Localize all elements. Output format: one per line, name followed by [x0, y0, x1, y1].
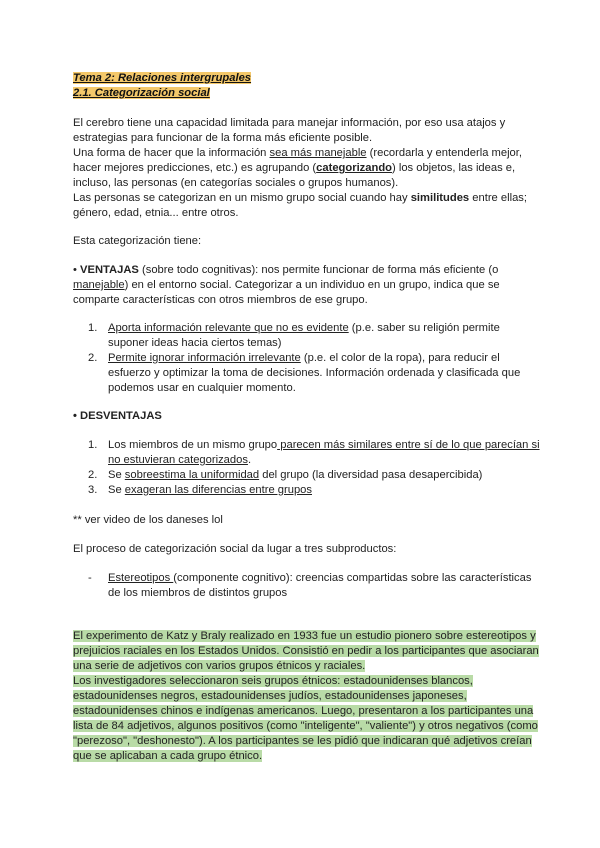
- list-item: 3. Se exageran las diferencias entre grupos: [88, 484, 312, 496]
- list-item: 2. Permite ignorar información irrelevante (p.e. el color de la ropa), para reducir el esfuerzo y optimizar la toma de decisiones. Información ordenada y clasificada que podemos usar en cualquier momento.: [88, 352, 521, 394]
- list-item: - Estereotipos (componente cognitivo): creencias compartidas sobre las características de los miembros de distintos grupos: [88, 572, 532, 599]
- ventajas-paragraph: • VENTAJAS (sobre todo cognitivas): nos permite funcionar de forma más eficiente (o manejable) en el entorno social. Categorizar a un individuo en un grupo, indica que se comparte características con otros miembros de ese grupo.: [73, 264, 500, 306]
- list-item: 1. Los miembros de un mismo grupo parecen más similares entre sí de lo que parecían si no estuvieran categorizados.: [88, 439, 540, 466]
- bold-keyword: similitudes: [410, 192, 470, 204]
- topic-title: Tema 2: Relaciones intergrupales: [73, 72, 252, 84]
- bold-keyword: categorizando: [316, 162, 392, 174]
- highlight-text-2: Los investigadores seleccionaron seis grupos étnicos: estadounidenses blancos, estadounidenses negros, estadounidenses judíos, estadounidenses japoneses, estadounidenses chinos e indígenas americanos. Luego, presentaron a los participantes una lista de 84 adjetivos, algunos positivos (como "inteligente", "valiente") y otros negativos (como "perezoso", "deshonesto"). A los participantes se les pidió que indicaran qué adjetivos creían que se aplicaban a cada grupo étnico.: [73, 675, 538, 762]
- list-item: 1. Aporta información relevante que no es evidente (p.e. saber su religión permite suponer ideas hacia ciertos temas): [88, 322, 500, 349]
- highlight-text-1: El experimento de Katz y Braly realizado en 1933 fue un estudio pionero sobre estereotipos y prejuicios raciales en los Estados Unidos. Consistió en pedir a los participantes que asociaran una serie de adjetivos con varios grupos étnicos y raciales.: [73, 630, 539, 672]
- desventajas-heading: [73, 409, 543, 424]
- intro-paragraph-2: Una forma de hacer que la información sea más manejable (recordarla y entenderla mejor, hacer mejores predicciones, etc.) es agrupando (categorizando) los objetos, las ideas e, incluso, las personas (en categorías sociales o grupos humanos).: [73, 147, 522, 189]
- list-item: 2. Se sobreestima la uniformidad del grupo (la diversidad pasa desapercibida): [88, 469, 483, 481]
- proceso-line: El proceso de categorización social da lugar a tres subproductos:: [73, 543, 397, 555]
- highlighted-paragraph: [73, 629, 543, 764]
- desventajas-label: DESVENTAJAS: [80, 410, 162, 422]
- desventajas-list: [88, 438, 540, 498]
- ventajas-label: VENTAJAS: [80, 264, 139, 276]
- heading-block: [73, 71, 543, 101]
- intro-block: [73, 116, 543, 221]
- section-title: 2.1. Categorización social: [73, 87, 210, 99]
- note-line: ** ver video de los daneses lol: [73, 514, 223, 526]
- intro-paragraph-3: Las personas se categorizan en un mismo grupo social cuando hay similitudes entre ellas; género, edad, etnia... entre otros.: [73, 192, 527, 219]
- bullet-icon: •: [73, 264, 77, 276]
- underlined-phrase: sea más manejable: [269, 147, 367, 159]
- bullet-icon: •: [73, 410, 77, 422]
- intro-paragraph-1: El cerebro tiene una capacidad limitada para manejar información, por eso usa atajos y estrategias para funcionar de la forma más eficiente posible.: [73, 117, 506, 144]
- subproductos-list: [88, 571, 540, 601]
- esta-line: Esta categorización tiene:: [73, 235, 202, 247]
- ventajas-list: [88, 321, 540, 396]
